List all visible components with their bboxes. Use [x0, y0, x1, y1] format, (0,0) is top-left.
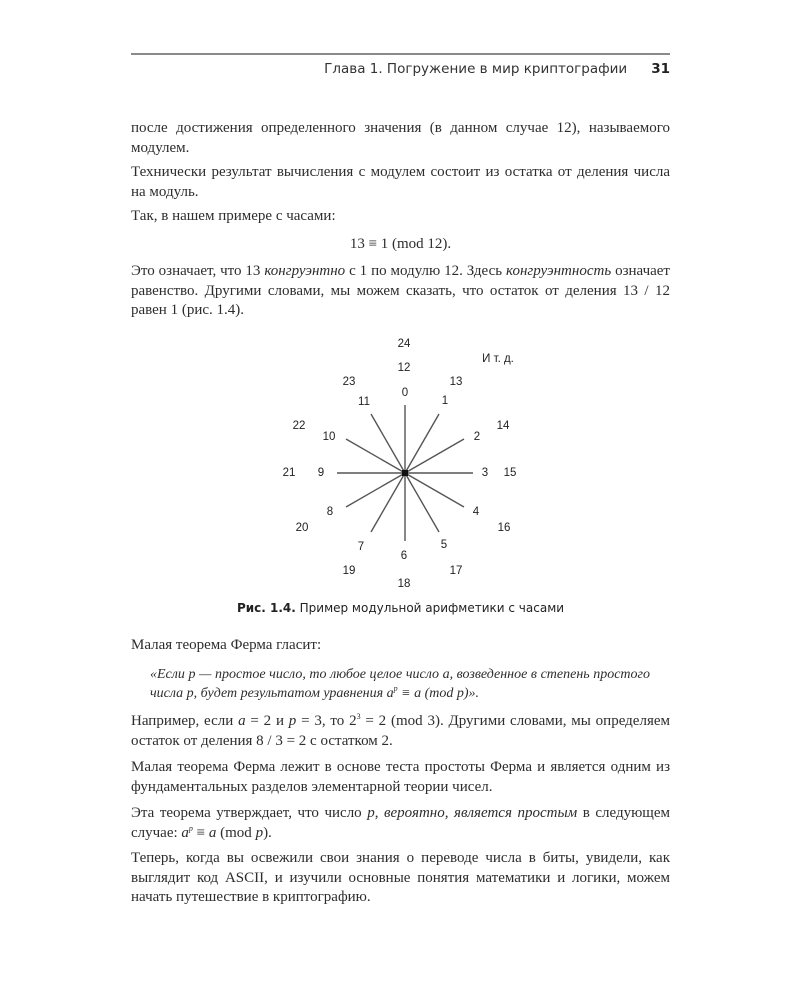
paragraph-conclusion: Теперь, когда вы освежили свои знания о переводе числа в биты, увидели, как выглядит код ASCII, и изучили основные понятия математики и логики, можем начать путешествие в криптографию.	[131, 850, 670, 905]
emphasis-congruence: конгруэнтность	[506, 263, 612, 279]
clock-label-22: 22	[292, 420, 306, 432]
quote-text-end: ≡ a (mod p)».	[397, 686, 480, 701]
clock-label-24: 24	[397, 338, 411, 350]
clock-label-16: 16	[497, 522, 511, 534]
var-p: p	[367, 805, 375, 821]
text-run: Это означает, что 13	[131, 263, 265, 279]
clock-label-20: 20	[295, 522, 309, 534]
paragraph-fermat-test: Малая теорема Ферма лежит в основе теста простоты Ферма и является одним из фундаментальных разделов элементарной теории чисел.	[131, 759, 670, 795]
clock-label-17: 17	[449, 565, 463, 577]
clock-figure	[250, 330, 560, 595]
clock-label-7: 7	[357, 541, 365, 553]
clock-label-10: 10	[322, 431, 336, 443]
text-run: = 2 и	[245, 713, 289, 729]
text-run: ,	[374, 805, 385, 821]
clock-label-1: 1	[441, 395, 449, 407]
clock-label-9: 9	[317, 467, 325, 479]
text-run: ).	[263, 824, 272, 841]
clock-label-3: 3	[481, 467, 489, 479]
text-run: означает равенство. Другими словами, мы можем сказать, что остаток от деления 13 / 12 равен 1 (рис. 1.4).	[131, 263, 670, 318]
paragraph-fermat-intro: Малая теорема Ферма гласит:	[131, 637, 322, 653]
clock-label-14: 14	[496, 420, 510, 432]
clock-label-0: 0	[401, 387, 409, 399]
clock-label-4: 4	[472, 506, 480, 518]
paragraph-example	[131, 712, 670, 751]
exponent: p	[188, 823, 193, 833]
clock-label-8: 8	[326, 506, 334, 518]
quote-text: «Если p — простое число, то любое целое число a, возведенное в степень простого числа p, будет результатом уравнения a	[150, 667, 650, 701]
var-p: p	[255, 824, 264, 841]
var-a: a	[238, 713, 246, 729]
chapter-title: Глава 1. Погружение в мир криптографии	[324, 61, 628, 77]
quote-superscript: p	[393, 684, 398, 693]
clock-label-18: 18	[397, 578, 411, 590]
header-rule	[131, 53, 670, 55]
clock-label-5: 5	[440, 539, 448, 551]
paragraph-probably-prime	[131, 804, 670, 843]
caption-label: Рис. 1.4.	[236, 601, 296, 615]
text-run: (mod	[216, 824, 256, 841]
figure-caption	[131, 601, 670, 615]
clock-label-6: 6	[400, 550, 408, 562]
text-run: Эта теорема утверждает, что число	[131, 805, 368, 821]
text-run: = 3, то 2	[296, 713, 357, 729]
clock-label-15: 15	[503, 467, 517, 479]
var-a: a	[208, 824, 217, 841]
paragraph-congruence	[131, 262, 670, 321]
text-run: Например, если	[131, 713, 239, 729]
emphasis-congruent: конгруэнтно	[264, 263, 346, 279]
paragraph-1: после достижения определенного значения (в данном случае 12), называемого модулем.	[131, 120, 670, 156]
text-run: в следующем случае:	[131, 805, 671, 841]
paragraph-2: Технически результат вычисления с модулем состоит из остатка от деления числа на модуль.	[131, 164, 670, 200]
clock-label-2: 2	[473, 431, 481, 443]
fermat-quote	[150, 665, 650, 703]
var-p: p	[288, 713, 297, 729]
text-run: ≡	[192, 824, 209, 841]
text-run: с 1 по модулю 12. Здесь	[345, 263, 506, 279]
text-run: = 2 (mod 3). Другими словами, мы определяем остаток от деления 8 / 3 = 2 с остатком 2.	[131, 713, 670, 749]
clock-label-12: 12	[397, 362, 411, 374]
page-number: 31	[651, 61, 670, 77]
var-a: a	[181, 824, 189, 841]
running-head	[324, 61, 670, 77]
formula-13-mod-12: 13 ≡ 1 (mod 12).	[349, 236, 452, 252]
clock-label-21: 21	[282, 467, 296, 479]
etc-label: И т. д.	[482, 353, 514, 365]
clock-label-11: 11	[358, 396, 370, 408]
clock-label-23: 23	[342, 376, 356, 388]
clock-label-19: 19	[342, 565, 356, 577]
emphasis-probably-prime: вероятно, является простым	[384, 805, 578, 821]
clock-label-13: 13	[449, 376, 463, 388]
clock-center-dot	[402, 470, 408, 476]
exponent: 3	[356, 712, 361, 721]
paragraph-3: Так, в нашем примере с часами:	[131, 208, 336, 224]
caption-text: Пример модульной арифметики с часами	[295, 601, 565, 615]
